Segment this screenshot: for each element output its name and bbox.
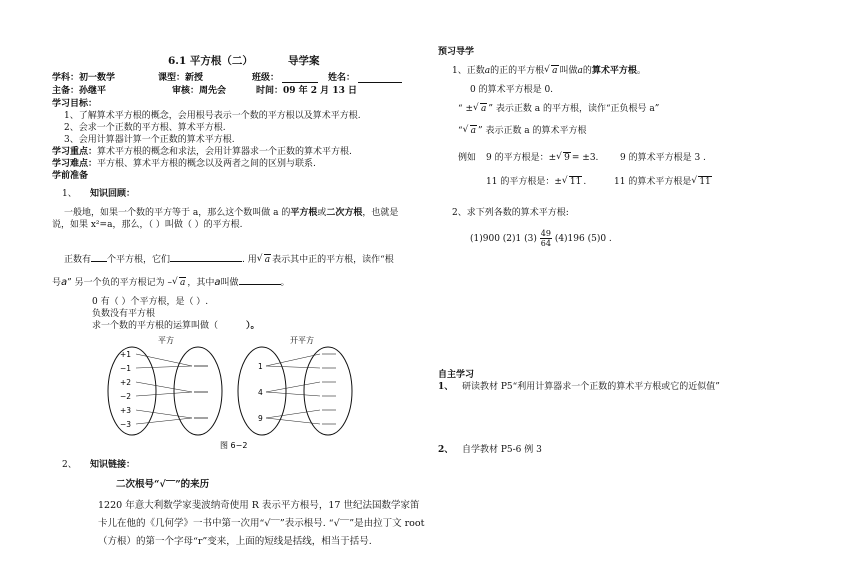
class-blank[interactable] <box>282 73 318 87</box>
page-title: 6.1 平方根（二） <box>168 55 253 67</box>
example-1-roots <box>486 153 598 164</box>
mapping-arrow <box>136 410 192 418</box>
prestudy-heading: 学前准备 <box>52 171 89 181</box>
right-set-b <box>304 347 352 435</box>
mapping-arrow <box>136 392 192 396</box>
mapping-arrow <box>136 418 192 424</box>
section2-title: 知识链接： <box>90 460 136 470</box>
history-line: （方根）的第一个字母“r”变来，上面的短线是括线，相当于括号. <box>98 536 372 547</box>
preview-heading: 预习导学 <box>438 47 475 57</box>
sqrt-9: √ 9 <box>556 153 571 164</box>
q2-items: (1)900 (2)1 (3) <box>470 234 537 244</box>
mapping-arrow <box>266 392 320 396</box>
mapping-arrow <box>266 382 320 392</box>
q1-text: 。 <box>636 66 646 76</box>
page-subtitle: 导学案 <box>288 55 320 67</box>
fill-text: ，其中 <box>187 278 215 288</box>
left-set-value: −2 <box>120 392 132 401</box>
operation-line <box>92 321 260 332</box>
difficulty-text: 平方根、算术平方根的概念以及两者之间的区别与联系. <box>97 159 316 169</box>
fill-text: . 用 <box>242 255 257 265</box>
term-arith-root: 算术平方根 <box>591 66 637 76</box>
mapping-arrow <box>266 366 320 368</box>
self-study-2-number: 2、 <box>438 445 454 455</box>
fill-text: 正数有 <box>64 255 92 265</box>
sqrt-a: √ a <box>463 126 477 137</box>
difficulty-label: 学习难点： <box>52 159 98 169</box>
definition-or: 或 <box>317 208 327 218</box>
variable-a: a <box>577 66 583 76</box>
section1-number: 1、 <box>62 189 77 199</box>
diagram-caption: 图 6−2 <box>220 441 248 450</box>
term-quadratic-root: 二次方根 <box>326 208 363 218</box>
fraction-49-64: $\frac{49}{64}$ <box>540 229 551 248</box>
fill-blank[interactable] <box>170 252 242 262</box>
ar-text: “ <box>458 126 463 136</box>
mapping-diagram <box>100 334 370 452</box>
ex-text: . <box>583 177 587 187</box>
goal-item: 1、了解算术平方根的概念，会用根号表示一个数的平方根以及算术平方根. <box>64 111 361 121</box>
left-set-b <box>174 347 222 435</box>
goals-heading: 学习目标： <box>52 99 98 109</box>
fill-line2 <box>52 275 290 289</box>
fill-text: 。 <box>280 278 290 288</box>
operation-text: 求一个数的平方根的运算叫做（ <box>92 321 219 331</box>
operation-text-end: ）。 <box>246 321 260 331</box>
pm-text: “ ± <box>458 104 474 114</box>
ar-text: ” 表示正数 a 的算术平方根 <box>477 126 587 136</box>
variable-a: a <box>61 277 68 288</box>
difficulty-line <box>52 159 316 170</box>
info-reviewer: 审核：周先会 <box>172 86 227 96</box>
q1-text: 1、正数 <box>452 66 485 76</box>
self-study-1-number: 1、 <box>438 382 454 392</box>
left-set-value: +1 <box>120 350 132 359</box>
ex-text: 9 的平方根是：± <box>486 153 557 163</box>
goal-item: 2、会求一个正数的平方根、算术平方根. <box>64 123 226 133</box>
self-study-1-text: 研读教材 P5“利用计算器求一个正数的算术平方根或它的近似值” <box>462 382 720 392</box>
zero-root-line: 0 的算术平方根是 0. <box>470 85 554 95</box>
variable-a: a <box>484 66 491 76</box>
zero-roots-line: 0 有（ ）个平方根，是（ ）. <box>92 297 209 307</box>
sqrt-a: √ a <box>172 278 186 289</box>
history-line: 卡儿在他的《几何学》一书中第一次用“√‾‾”表示根号. “√‾‾”是由拉丁文 root <box>98 518 425 529</box>
q1-text: 的正的平方根 <box>490 66 545 76</box>
diagram-left-label: 平方 <box>158 336 174 345</box>
sqrt-a: √ a <box>544 66 558 77</box>
definition-text: 一般地，如果一个数的平方等于 a，那么这个数叫做 a 的 <box>64 208 291 218</box>
ex-text: = ±3. <box>571 153 599 163</box>
right-set-value: 4 <box>258 388 263 397</box>
mapping-arrow <box>136 382 192 392</box>
left-set-value: +3 <box>120 406 132 415</box>
info-lesson-type: 课型：新授 <box>158 73 204 83</box>
question-2-items <box>470 228 612 250</box>
focus-label: 学习重点： <box>52 147 98 157</box>
left-set-value: −3 <box>120 420 132 429</box>
section1-title: 知识回顾： <box>90 189 136 199</box>
negative-line: 负数没有平方根 <box>92 309 156 319</box>
fill-line1 <box>64 252 394 266</box>
left-set-value: +2 <box>120 378 132 387</box>
left-set-value: −1 <box>120 364 132 373</box>
arith-root-line <box>458 126 587 137</box>
fill-text: 叫做 <box>220 278 239 288</box>
diagram-right-label: 开平方 <box>290 336 314 345</box>
focus-text: 算术平方根的概念和求法，会用计算器求一个正数的算术平方根. <box>97 147 352 157</box>
mapping-arrow <box>136 366 192 368</box>
fill-text: 号 <box>52 278 62 288</box>
variable-a: a <box>214 277 221 288</box>
history-line: 1220 年意大利数学家斐波纳奇使用 R 表示平方根号，17 世纪法国数学家笛 <box>98 500 420 511</box>
sqrt-11: √ 11 <box>562 177 582 188</box>
mapping-arrow <box>266 354 320 366</box>
ex-text: 11 的算术平方根是 <box>614 177 692 187</box>
right-set-value: 1 <box>258 362 263 371</box>
sqrt-11: √ 11 <box>691 177 711 188</box>
fill-text: ” 另一个负的平方根记为 – <box>67 278 172 288</box>
focus-line <box>52 147 352 158</box>
q1-text: 叫做 <box>559 66 578 76</box>
info-author: 主备：孙继平 <box>52 86 107 96</box>
definition-arith-root <box>452 66 646 77</box>
mapping-arrow <box>266 418 320 424</box>
self-study-heading: 自主学习 <box>438 370 475 380</box>
mapping-arrow <box>266 410 320 418</box>
info-name-label: 姓名： <box>328 73 356 83</box>
pm-text: ” 表示正数 a 的平方根，读作“正负根号 a” <box>488 104 660 114</box>
term-square-root: 平方根 <box>290 208 318 218</box>
q2-items: (4)196 (5)0 . <box>554 234 612 244</box>
example-1-arith: 9 的算术平方根是 3 . <box>620 153 706 163</box>
definition-text-end: ，也就是 <box>362 208 399 218</box>
fill-text: 表示其中正的平方根，读作“根 <box>272 255 394 265</box>
history-title: 二次根号“√‾‾”的来历 <box>116 479 210 490</box>
pm-root-line <box>458 104 659 115</box>
left-set-a <box>108 347 156 435</box>
example-2-roots <box>486 177 586 188</box>
self-study-2-text: 自学教材 P5-6 例 3 <box>462 445 542 455</box>
info-subject: 学科：初一数学 <box>52 73 116 83</box>
example-2-arith <box>614 177 713 188</box>
fill-text: 个平方根，它们 <box>107 255 171 265</box>
info-date: 时间：09 年 2 月 13 日 <box>256 86 357 96</box>
right-set-value: 9 <box>258 414 263 423</box>
goal-item: 3、会用计算器计算一个正数的算术平方根. <box>64 135 235 145</box>
ex-text: 11 的平方根是：± <box>486 177 562 187</box>
example-label: 例如 <box>458 153 477 163</box>
info-class-label: 班级： <box>252 73 280 83</box>
definition-line2: 说，如果 x²=a，那么，（ ）叫做（ ）的平方根. <box>52 220 243 230</box>
name-blank[interactable] <box>358 73 402 87</box>
sqrt-a: √ a <box>473 104 487 115</box>
definition-line1 <box>64 208 398 219</box>
fill-blank[interactable] <box>91 252 107 262</box>
sqrt-a: √ a <box>257 255 271 266</box>
q1-text: 的 <box>582 66 592 76</box>
question-2: 2、求下列各数的算术平方根: <box>452 208 569 218</box>
fill-blank[interactable] <box>239 275 281 285</box>
section2-number: 2、 <box>62 460 77 470</box>
